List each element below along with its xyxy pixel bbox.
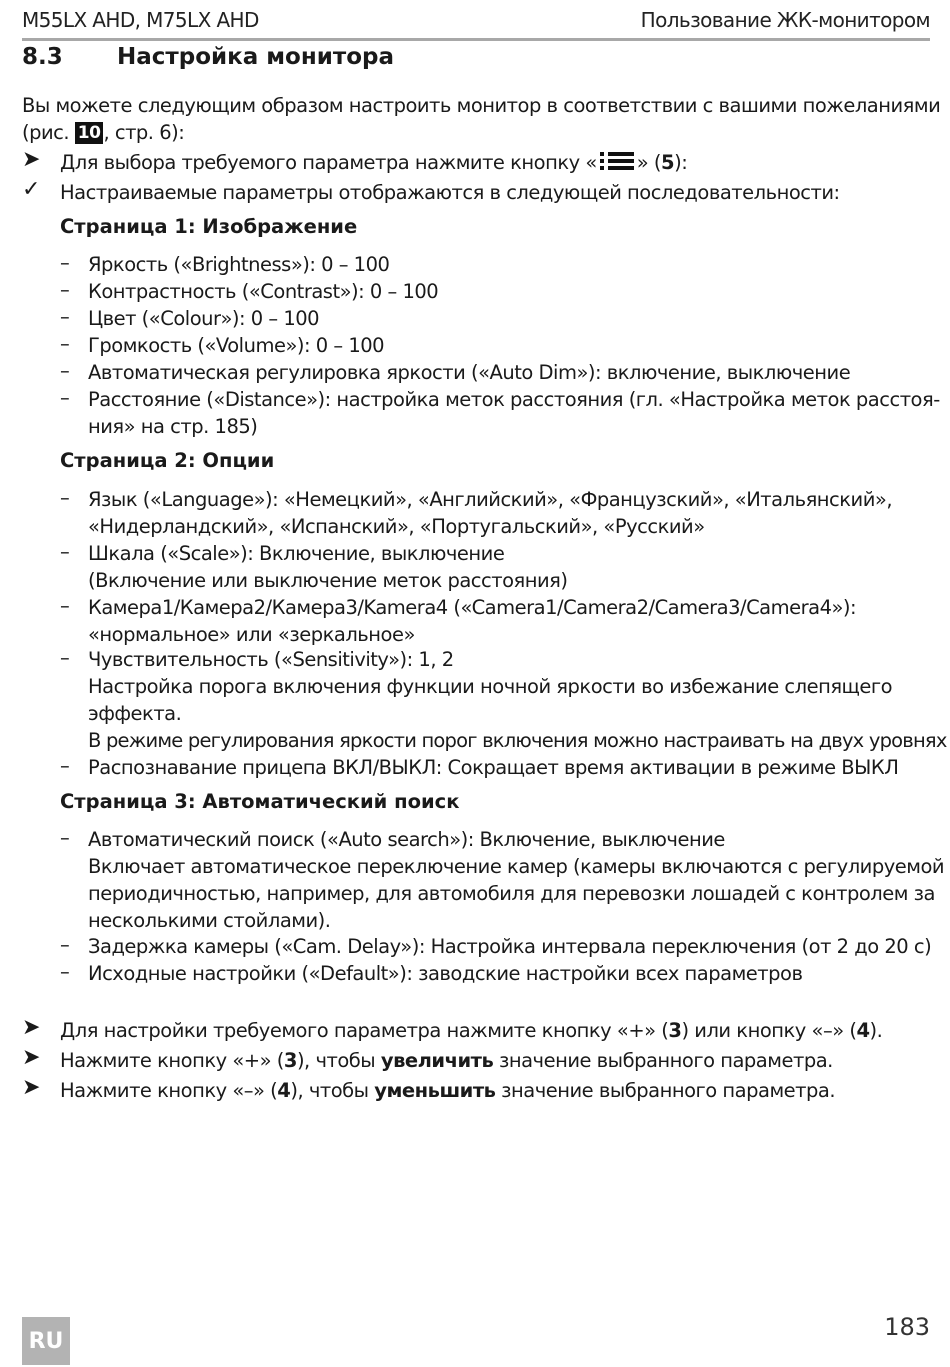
list-dash: – — [60, 305, 70, 328]
list-item: Задержка камеры («Cam. Delay»): Настройка интервала переключения (от 2 до 20 с) — [88, 935, 932, 958]
arrow-icon: ➤ — [22, 147, 41, 172]
section-title: Настройка монитора — [117, 44, 394, 70]
list-item: Автоматическая регулировка яркости («Auto Dim»): включение, выключение — [88, 361, 851, 384]
header-model: M55LX AHD, M75LX AHD — [22, 8, 259, 32]
list-dash: – — [60, 332, 70, 355]
step-select-parameter: Для выбора требуемого параметра нажмите кнопку « » (5): — [60, 151, 688, 174]
list-item: Автоматический поиск («Auto search»): Включение, выключение — [88, 828, 725, 851]
list-dash: – — [60, 251, 70, 274]
arrow-icon: ➤ — [22, 1015, 41, 1040]
header-chapter: Пользование ЖК-монитором — [640, 8, 930, 32]
check-icon: ✓ — [22, 177, 41, 202]
step-sequence: Настраиваемые параметры отображаются в следующей последовательности: — [60, 181, 840, 204]
page-number: 183 — [884, 1313, 930, 1341]
list-item: Язык («Language»): «Немецкий», «Английский», «Французский», «Итальянский», — [88, 488, 893, 511]
header-rule — [22, 38, 930, 41]
list-dash: – — [60, 486, 70, 509]
page1-heading: Страница 1: Изображение — [60, 215, 358, 238]
list-item: Чувствительность («Sensitivity»): 1, 2 — [88, 648, 454, 671]
list-item: Шкала («Scale»): Включение, выключение — [88, 542, 505, 565]
list-item-continuation: Настройка порога включения функции ночной яркости во избежание слепящего — [88, 675, 893, 698]
list-item-continuation: В режиме регулирования яркости порог включения можно настраивать на двух уровнях — [88, 729, 947, 752]
list-dash: – — [60, 386, 70, 409]
list-dash: – — [60, 754, 70, 777]
language-tag: RU — [22, 1317, 70, 1365]
list-item-continuation: периодичностью, например, для автомобиля для перевозки лошадей с контролем за — [88, 882, 935, 905]
list-item: Громкость («Volume»): 0 – 100 — [88, 334, 385, 357]
page2-heading: Страница 2: Опции — [60, 449, 275, 472]
section-number: 8.3 — [22, 44, 63, 70]
list-item: Контрастность («Contrast»): 0 – 100 — [88, 280, 439, 303]
list-item-continuation: (Включение или выключение меток расстояния) — [88, 569, 568, 592]
list-item: Расстояние («Distance»): настройка меток расстояния (гл. «Настройка меток расстоя- — [88, 388, 940, 411]
arrow-icon: ➤ — [22, 1045, 41, 1070]
arrow-icon: ➤ — [22, 1075, 41, 1100]
list-item: Цвет («Colour»): 0 – 100 — [88, 307, 320, 330]
list-item: Распознавание прицепа ВКЛ/ВЫКЛ: Сокращает время активации в режиме ВЫКЛ — [88, 756, 899, 779]
list-item-continuation: Включает автоматическое переключение камер (камеры включаются с регулируемой — [88, 855, 945, 878]
intro-line-2: (рис. 10 , стр. 6): — [22, 121, 185, 144]
list-dash: – — [60, 933, 70, 956]
list-dash: – — [60, 646, 70, 669]
list-item-continuation: несколькими стойлами). — [88, 909, 331, 932]
intro-line-1: Вы можете следующим образом настроить монитор в соответствии с вашими пожеланиями — [22, 94, 941, 117]
action-increase: Нажмите кнопку «+» (3), чтобы увеличить значение выбранного параметра. — [60, 1049, 833, 1072]
action-decrease: Нажмите кнопку «–» (4), чтобы уменьшить значение выбранного параметра. — [60, 1079, 836, 1102]
menu-icon — [597, 149, 637, 173]
action-adjust: Для настройки требуемого параметра нажмите кнопку «+» (3) или кнопку «–» (4). — [60, 1019, 883, 1042]
list-item-continuation: «нормальное» или «зеркальное» — [88, 623, 415, 646]
list-dash: – — [60, 359, 70, 382]
list-dash: – — [60, 278, 70, 301]
list-item-continuation: «Нидерландский», «Испанский», «Португальский», «Русский» — [88, 515, 705, 538]
list-dash: – — [60, 594, 70, 617]
list-item: Камера1/Камера2/Камера3/Kamera4 («Camera1/Camera2/Camera3/Camera4»): — [88, 596, 857, 619]
list-item: Яркость («Brightness»): 0 – 100 — [88, 253, 390, 276]
list-item-continuation: ния» на стр. 185) — [88, 415, 258, 438]
list-dash: – — [60, 826, 70, 849]
list-dash: – — [60, 960, 70, 983]
list-dash: – — [60, 540, 70, 563]
page3-heading: Страница 3: Автоматический поиск — [60, 790, 460, 813]
list-item: Исходные настройки («Default»): заводские настройки всех параметров — [88, 962, 803, 985]
list-item-continuation: эффекта. — [88, 702, 182, 725]
figure-badge: 10 — [75, 122, 104, 144]
